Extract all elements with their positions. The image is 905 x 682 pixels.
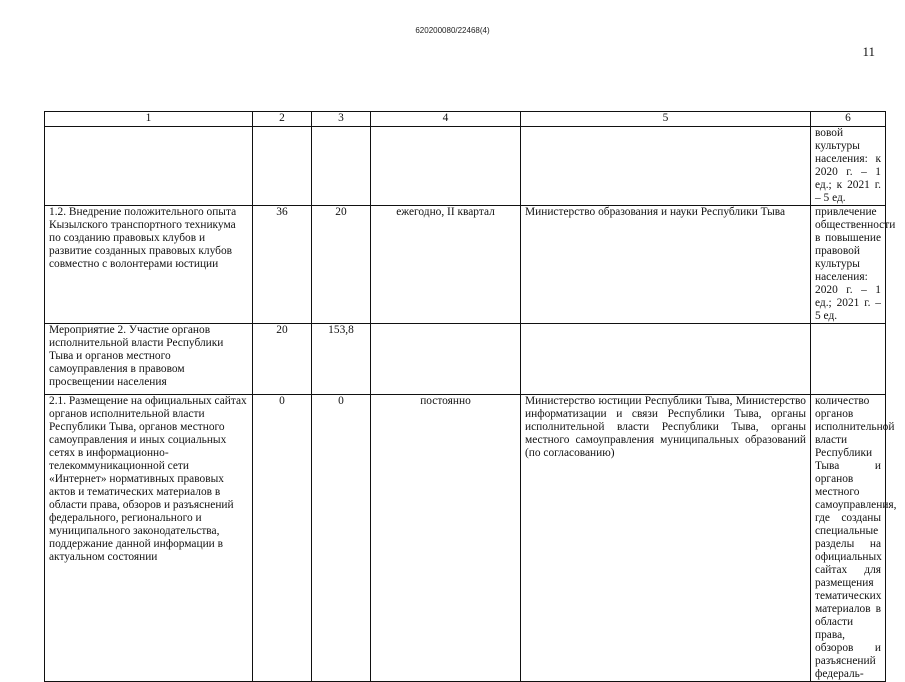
table-row (45, 395, 886, 682)
table-cell: Министерство юстиции Республики Тыва, Министерство информатизации и связи Республики Тыва, органы исполнительной власти Республики Тыва, органы местного самоуправления муниципальных образований (по согласованию) (521, 395, 811, 682)
table-cell (45, 127, 253, 206)
table-cell (371, 127, 521, 206)
table-cell: 153,8 (312, 324, 371, 395)
table-cell: ежегодно, II квартал (371, 206, 521, 324)
column-header: 2 (253, 112, 312, 127)
table-cell: привлечение общественности в повышение правовой культуры населения: 2020 г. – 1 ед.; 2021 г. – 5 ед. (811, 206, 886, 324)
column-header: 3 (312, 112, 371, 127)
table-row (45, 324, 886, 395)
table-cell: 20 (312, 206, 371, 324)
table-cell (253, 127, 312, 206)
table-row (45, 206, 886, 324)
table-cell: Министерство образования и науки Республики Тыва (521, 206, 811, 324)
table-cell: 36 (253, 206, 312, 324)
table-cell: количество органов исполнительной власти Республики Тыва и органов местного самоуправления, где созданы специальные разделы на официальных сайтах для размещения тематических материалов в области права, обзоров и разъяснений федераль- (811, 395, 886, 682)
table-header-row (45, 112, 886, 127)
table-cell (521, 324, 811, 395)
table-cell: 1.2. Внедрение положительного опыта Кызылского транспортного техникума по созданию правовых клубов и развитие созданных правовых клубов совместно с волонтерами юстиции (45, 206, 253, 324)
measures-table (44, 111, 897, 682)
document-id: 620200080/22468(4) (415, 26, 490, 35)
column-header: 4 (371, 112, 521, 127)
page-number: 11 (862, 44, 875, 59)
table-cell (811, 324, 886, 395)
table-cell (312, 127, 371, 206)
table-cell: постоянно (371, 395, 521, 682)
table-cell: 2.1. Размещение на официальных сайтах органов исполнительной власти Республики Тыва, органов местного самоуправления и иных социальных сетях в информационно-телекоммуникационной сети «Интернет» нормативных правовых актов и тематических материалов в области права, обзоров и разъяснений федерального, регионального и муниципального законодательства, поддержание данной информации в актуальном состоянии (45, 395, 253, 682)
column-header: 5 (521, 112, 811, 127)
table-cell: вовой культуры населения: к 2020 г. – 1 ед.; к 2021 г. – 5 ед. (811, 127, 886, 206)
table-cell: 0 (253, 395, 312, 682)
column-header: 6 (811, 112, 886, 127)
table-cell: 20 (253, 324, 312, 395)
column-header: 1 (45, 112, 253, 127)
table-cell (371, 324, 521, 395)
table-cell: Мероприятие 2. Участие органов исполнительной власти Республики Тыва и органов местного самоуправления в правовом просвещении населения (45, 324, 253, 395)
table-row (45, 127, 886, 206)
table-cell (521, 127, 811, 206)
table-cell: 0 (312, 395, 371, 682)
